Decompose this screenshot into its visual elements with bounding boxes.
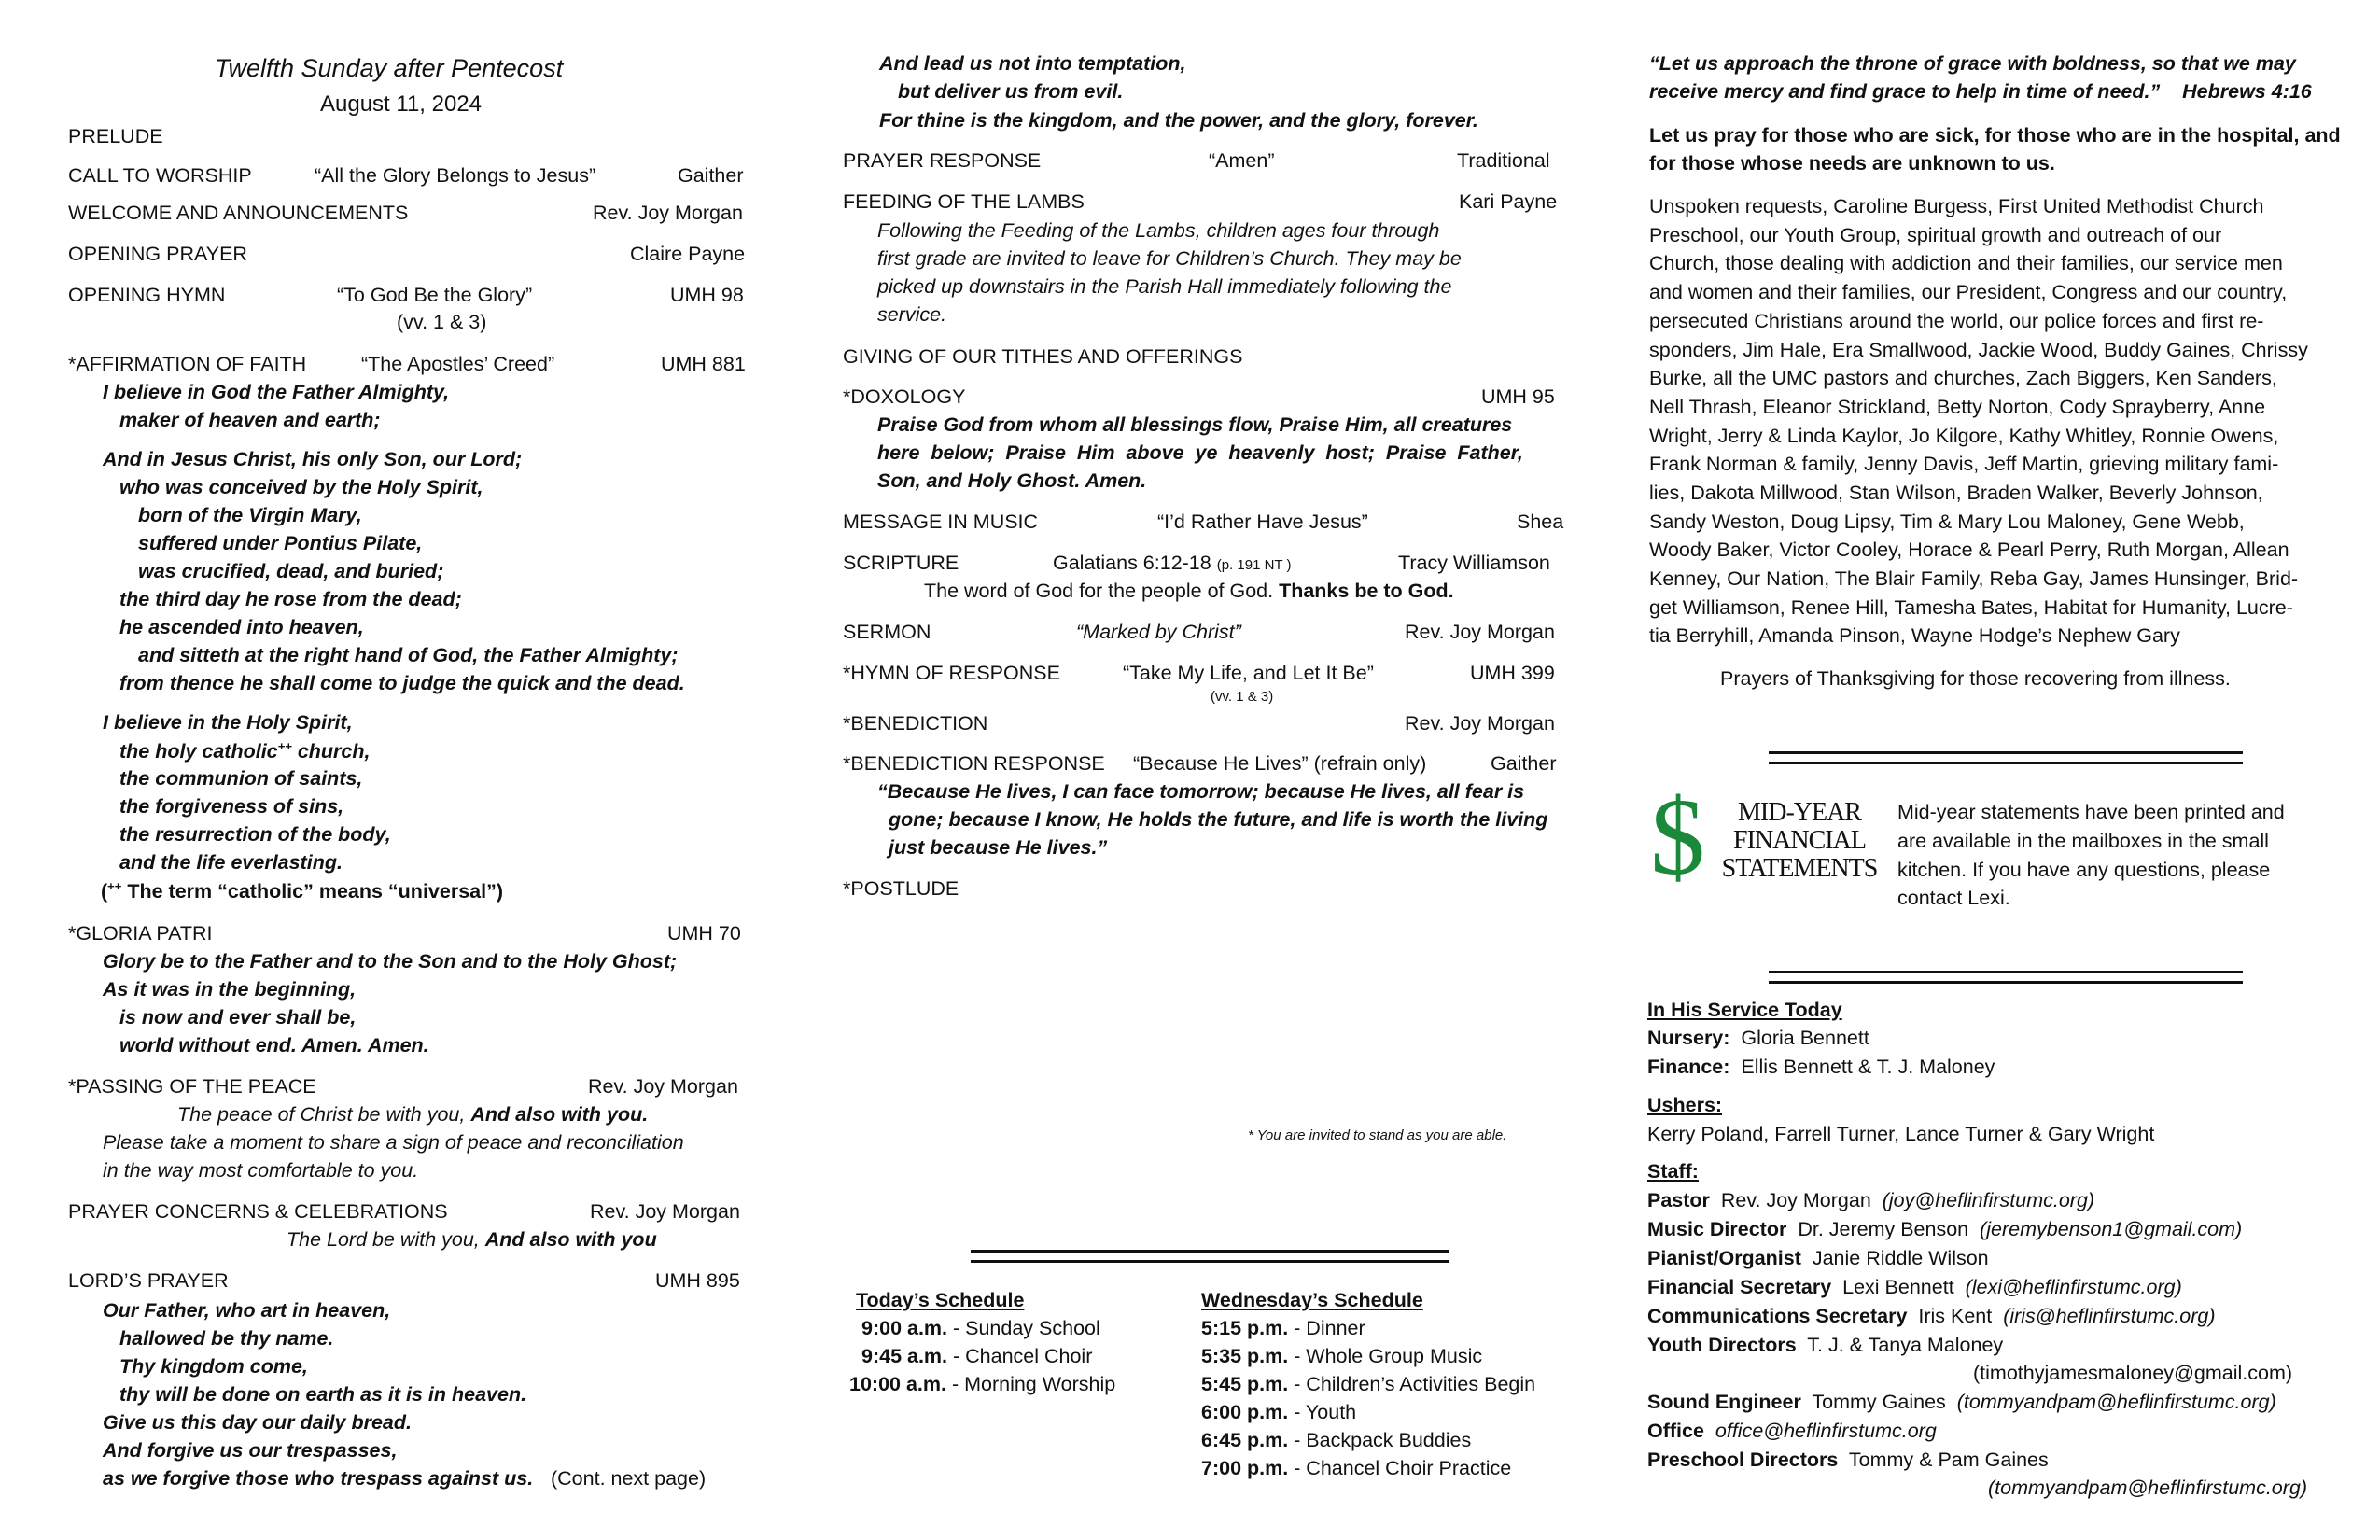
doxology-number: UMH 95 — [1481, 385, 1555, 408]
call-to-worship-title: “All the Glory Belongs to Jesus” — [315, 164, 596, 187]
gloria-line: Glory be to the Father and to the Son and to the Holy Ghost; — [103, 950, 678, 973]
prayer-list-line: sponders, Jim Hale, Era Smallwood, Jackie Wood, Buddy Gaines, Chrissy — [1649, 339, 2308, 361]
statements-text: are available in the mailboxes in the small — [1897, 830, 2269, 852]
staff-row: Office office@heflinfirstumc.org — [1647, 1420, 1937, 1442]
welcome-name: Rev. Joy Morgan — [593, 202, 743, 224]
wednesday-schedule-item: 7:00 p.m. - Chancel Choir Practice — [1201, 1457, 1512, 1479]
thanksgiving-note: Prayers of Thanksgiving for those recovering from illness. — [1720, 667, 2231, 690]
prelude: PRELUDE — [68, 125, 163, 147]
message-in-music-title: “I’d Rather Have Jesus” — [1157, 511, 1368, 533]
staff-row: Financial Secretary Lexi Bennett (lexi@heflinfirstumc.org) — [1647, 1276, 2182, 1298]
lords-line: And forgive us our trespasses, — [103, 1439, 398, 1462]
lords-prayer-number: UMH 895 — [655, 1269, 740, 1292]
creed-line: the resurrection of the body, — [119, 823, 391, 846]
service-today-title: In His Service Today — [1647, 999, 1842, 1021]
prayer-response-title: “Amen” — [1209, 149, 1275, 172]
sermon-preacher: Rev. Joy Morgan — [1405, 621, 1555, 643]
creed-line: he ascended into heaven, — [119, 616, 364, 638]
doxology-line: here below; Praise Him above ye heavenly host; Praise Father, — [877, 441, 1523, 464]
prayer-list-line: Woody Baker, Victor Cooley, Horace & Pearl Perry, Ruth Morgan, Allean — [1649, 539, 2289, 561]
postlude-label: *POSTLUDE — [843, 877, 959, 900]
wednesday-schedule-item: 6:00 p.m. - Youth — [1201, 1401, 1357, 1423]
prayer-list-line: Preschool, our Youth Group, spiritual growth and outreach of our — [1649, 224, 2222, 246]
scripture-response: The word of God for the people of God. Thanks be to God. — [924, 580, 1454, 602]
creed-line: maker of heaven and earth; — [119, 409, 381, 431]
feeding-lambs-label: FEEDING OF THE LAMBS — [843, 190, 1085, 213]
lords-line: as we forgive those who trespass against us. — [103, 1467, 534, 1490]
affirmation-number: UMH 881 — [661, 353, 746, 375]
opening-prayer-label: OPENING PRAYER — [68, 243, 247, 265]
creed-line: who was conceived by the Holy Spirit, — [119, 476, 483, 498]
creed-line: I believe in the Holy Spirit, — [103, 711, 353, 734]
lambs-text: service. — [877, 303, 947, 326]
creed-line: the holy catholic++ church, — [119, 739, 371, 763]
peace-response: The peace of Christ be with you, And also with you. — [177, 1103, 649, 1126]
call-to-worship-author: Gaither — [678, 164, 744, 187]
prayer-list-line: and women and their families, our President, Congress and our country, — [1649, 281, 2288, 303]
lords-cont-line: And lead us not into temptation, — [879, 52, 1186, 75]
concerns-label: PRAYER CONCERNS & CELEBRATIONS — [68, 1200, 448, 1223]
ushers-title: Ushers: — [1647, 1094, 1723, 1116]
doxology-label: *DOXOLOGY — [843, 385, 966, 408]
scripture-quote: “Let us approach the throne of grace with boldness, so that we may — [1649, 52, 2296, 75]
lambs-text: Following the Feeding of the Lambs, children ages four through — [877, 219, 1440, 242]
lords-line: Thy kingdom come, — [119, 1355, 308, 1378]
creed-line: and sitteth at the right hand of God, the Father Almighty; — [138, 644, 679, 666]
gloria-number: UMH 70 — [667, 922, 741, 945]
peace-text: Please take a moment to share a sign of peace and reconciliation — [103, 1131, 684, 1154]
scripture-quote: receive mercy and find grace to help in time of need.” Hebrews 4:16 — [1649, 80, 2312, 103]
logo-text: MID-YEAR FINANCIAL STATEMENTS — [1721, 798, 1878, 883]
prayer-list-line: lies, Dakota Millwood, Stan Wilson, Braden Walker, Beverly Johnson, — [1649, 482, 2263, 504]
statements-text: kitchen. If you have any questions, please — [1897, 859, 2271, 881]
staff-title: Staff: — [1647, 1160, 1699, 1183]
doxology-line: Son, and Holy Ghost. Amen. — [877, 469, 1147, 492]
prayer-list-line: Burke, all the UMC pastors and churches, Zach Biggers, Ken Sanders, — [1649, 367, 2277, 389]
opening-hymn-label: OPENING HYMN — [68, 284, 226, 306]
creed-line: was crucified, dead, and buried; — [138, 560, 444, 582]
lords-line: thy will be done on earth as it is in heaven. — [119, 1383, 527, 1406]
service-date: August 11, 2024 — [320, 91, 483, 117]
benediction-line: “Because He lives, I can face tomorrow; because He lives, all fear is — [877, 780, 1525, 803]
wednesday-schedule-item: 5:45 p.m. - Children’s Activities Begin — [1201, 1373, 1536, 1395]
prayer-response-author: Traditional — [1457, 149, 1550, 172]
gloria-line: is now and ever shall be, — [119, 1006, 357, 1029]
benediction-response-title: “Because He Lives” (refrain only) — [1133, 752, 1427, 775]
staff-row: Pastor Rev. Joy Morgan (joy@heflinfirstumc.org) — [1647, 1189, 2095, 1211]
lambs-text: first grade are invited to leave for Children’s Church. They may be — [877, 247, 1462, 270]
prayer-list-line: Nell Thrash, Eleanor Strickland, Betty Norton, Cody Sprayberry, Anne — [1649, 396, 2266, 418]
statements-text: contact Lexi. — [1897, 887, 2010, 909]
lords-line: Give us this day our daily bread. — [103, 1411, 412, 1434]
creed-line: suffered under Pontius Pilate, — [138, 532, 423, 554]
hymn-response-label: *HYMN OF RESPONSE — [843, 662, 1060, 684]
prayer-intro: Let us pray for those who are sick, for those who are in the hospital, and — [1649, 124, 2341, 147]
sermon-label: SERMON — [843, 621, 931, 643]
creed-line: the third day he rose from the dead; — [119, 588, 462, 610]
opening-hymn-title: “To God Be the Glory” — [337, 284, 533, 306]
creed-line: the communion of saints, — [119, 767, 363, 790]
youth-email: (timothyjamesmaloney@gmail.com) — [1973, 1362, 2293, 1384]
creed-line: And in Jesus Christ, his only Son, our Lord; — [103, 448, 523, 470]
welcome-label: WELCOME AND ANNOUNCEMENTS — [68, 202, 409, 224]
nursery-row: Nursery: Gloria Bennett — [1647, 1027, 1869, 1049]
divider — [1769, 971, 2243, 984]
prayer-list-line: Sandy Weston, Doug Lipsy, Tim & Mary Lou Maloney, Gene Webb, — [1649, 511, 2245, 533]
today-schedule-item: 10:00 a.m. - Morning Worship — [849, 1373, 1116, 1395]
benediction-name: Rev. Joy Morgan — [1405, 712, 1555, 735]
lambs-text: picked up downstairs in the Parish Hall immediately following the — [877, 275, 1452, 298]
prayer-list-line: get Williamson, Renee Hill, Tamesha Bates, Habitat for Humanity, Lucre- — [1649, 596, 2293, 619]
benediction-line: gone; because I know, He holds the future, and life is worth the living — [889, 808, 1548, 831]
gloria-line: world without end. Amen. Amen. — [119, 1034, 429, 1057]
message-in-music-label: MESSAGE IN MUSIC — [843, 511, 1039, 533]
today-schedule-item: 9:00 a.m. - Sunday School — [861, 1317, 1100, 1339]
opening-hymn-number: UMH 98 — [670, 284, 744, 306]
concerns-response: The Lord be with you, And also with you — [287, 1228, 657, 1251]
wednesday-schedule-item: 5:35 p.m. - Whole Group Music — [1201, 1345, 1483, 1367]
stand-note: * You are invited to stand as you are able. — [1248, 1127, 1507, 1143]
sermon-title: “Marked by Christ” — [1076, 621, 1241, 643]
catholic-footnote: (++ The term “catholic” means “universal”) — [101, 879, 503, 903]
lords-cont-line: but deliver us from evil. — [898, 80, 1124, 103]
staff-row: Pianist/Organist Janie Riddle Wilson — [1647, 1247, 1989, 1269]
staff-row: Communications Secretary Iris Kent (iris@heflinfirstumc.org) — [1647, 1305, 2216, 1327]
prayer-list-line: tia Berryhill, Amanda Pinson, Wayne Hodge’s Nephew Gary — [1649, 624, 2180, 647]
peace-name: Rev. Joy Morgan — [588, 1075, 738, 1098]
affirmation-label: *AFFIRMATION OF FAITH — [68, 353, 307, 375]
lords-line: Our Father, who art in heaven, — [103, 1299, 391, 1322]
creed-line: from thence he shall come to judge the quick and the dead. — [119, 672, 685, 694]
benediction-label: *BENEDICTION — [843, 712, 988, 735]
staff-row: Preschool Directors Tommy & Pam Gaines — [1647, 1449, 2049, 1471]
prayer-list-line: Church, those dealing with addiction and their families, our service men — [1649, 252, 2283, 274]
prayer-list-line: Kenney, Our Nation, The Blair Family, Reba Gay, James Hunsinger, Brid- — [1649, 567, 2299, 590]
service-title: Twelfth Sunday after Pentecost — [215, 54, 564, 82]
wednesday-schedule-item: 6:45 p.m. - Backpack Buddies — [1201, 1429, 1472, 1451]
scripture-reader: Tracy Williamson — [1398, 552, 1550, 574]
prayer-list-line: persecuted Christians around the world, our police forces and first re- — [1649, 310, 2264, 332]
divider — [1769, 751, 2243, 764]
prayer-response-label: PRAYER RESPONSE — [843, 149, 1042, 172]
dollar-sign-icon: $ — [1650, 776, 1705, 898]
staff-row: Sound Engineer Tommy Gaines (tommyandpam@heflinfirstumc.org) — [1647, 1391, 2276, 1413]
staff-row: Music Director Dr. Jeremy Benson (jeremybenson1@gmail.com) — [1647, 1218, 2243, 1240]
prayer-list-line: Frank Norman & family, Jenny Davis, Jeff Martin, grieving military fami- — [1649, 453, 2279, 475]
ushers-list: Kerry Poland, Farrell Turner, Lance Turner & Gary Wright — [1647, 1123, 2155, 1145]
lords-cont-line: For thine is the kingdom, and the power, and the glory, forever. — [879, 109, 1478, 132]
creed-line: and the life everlasting. — [119, 851, 343, 874]
lords-line: hallowed be thy name. — [119, 1327, 334, 1350]
benediction-response-author: Gaither — [1491, 752, 1557, 775]
benediction-response-label: *BENEDICTION RESPONSE — [843, 752, 1105, 775]
wednesday-schedule-title: Wednesday’s Schedule — [1201, 1289, 1423, 1311]
prayer-list-line: Wright, Jerry & Linda Kaylor, Jo Kilgore, Kathy Whitley, Ronnie Owens, — [1649, 425, 2279, 447]
today-schedule-item: 9:45 a.m. - Chancel Choir — [861, 1345, 1093, 1367]
affirmation-title: “The Apostles’ Creed” — [361, 353, 555, 375]
creed-line: I believe in God the Father Almighty, — [103, 381, 450, 403]
feeding-lambs-name: Kari Payne — [1459, 190, 1558, 213]
staff-row: Youth Directors T. J. & Tanya Maloney — [1647, 1334, 2004, 1356]
opening-hymn-verses: (vv. 1 & 3) — [397, 311, 487, 333]
hymn-response-number: UMH 399 — [1470, 662, 1555, 684]
message-in-music-author: Shea — [1517, 511, 1564, 533]
scripture-reference: Galatians 6:12-18 (p. 191 NT ) — [1053, 552, 1292, 574]
benediction-line: just because He lives.” — [889, 836, 1108, 859]
statements-text: Mid-year statements have been printed and — [1897, 801, 2285, 823]
peace-text: in the way most comfortable to you. — [103, 1159, 419, 1182]
prayer-intro: for those whose needs are unknown to us. — [1649, 152, 2055, 175]
call-to-worship-label: CALL TO WORSHIP — [68, 164, 252, 187]
preschool-email: (tommyandpam@heflinfirstumc.org) — [1988, 1477, 2308, 1499]
peace-label: *PASSING OF THE PEACE — [68, 1075, 316, 1098]
prayer-list-line: Unspoken requests, Caroline Burgess, First United Methodist Church — [1649, 195, 2264, 217]
lords-prayer-label: LORD’S PRAYER — [68, 1269, 229, 1292]
gloria-label: *GLORIA PATRI — [68, 922, 213, 945]
finance-row: Finance: Ellis Bennett & T. J. Maloney — [1647, 1056, 1995, 1078]
hymn-response-verses: (vv. 1 & 3) — [1211, 689, 1274, 705]
concerns-name: Rev. Joy Morgan — [590, 1200, 740, 1223]
creed-line: the forgiveness of sins, — [119, 795, 344, 818]
continued-note: (Cont. next page) — [551, 1467, 707, 1490]
tithes-label: GIVING OF OUR TITHES AND OFFERINGS — [843, 345, 1243, 368]
scripture-label: SCRIPTURE — [843, 552, 959, 574]
doxology-line: Praise God from whom all blessings flow, Praise Him, all creatures — [877, 413, 1513, 436]
gloria-line: As it was in the beginning, — [103, 978, 357, 1001]
wednesday-schedule-item: 5:15 p.m. - Dinner — [1201, 1317, 1365, 1339]
today-schedule-title: Today’s Schedule — [856, 1289, 1025, 1311]
creed-line: born of the Virgin Mary, — [138, 504, 362, 526]
opening-prayer-name: Claire Payne — [630, 243, 746, 265]
hymn-response-title: “Take My Life, and Let It Be” — [1123, 662, 1374, 684]
divider — [971, 1250, 1449, 1263]
